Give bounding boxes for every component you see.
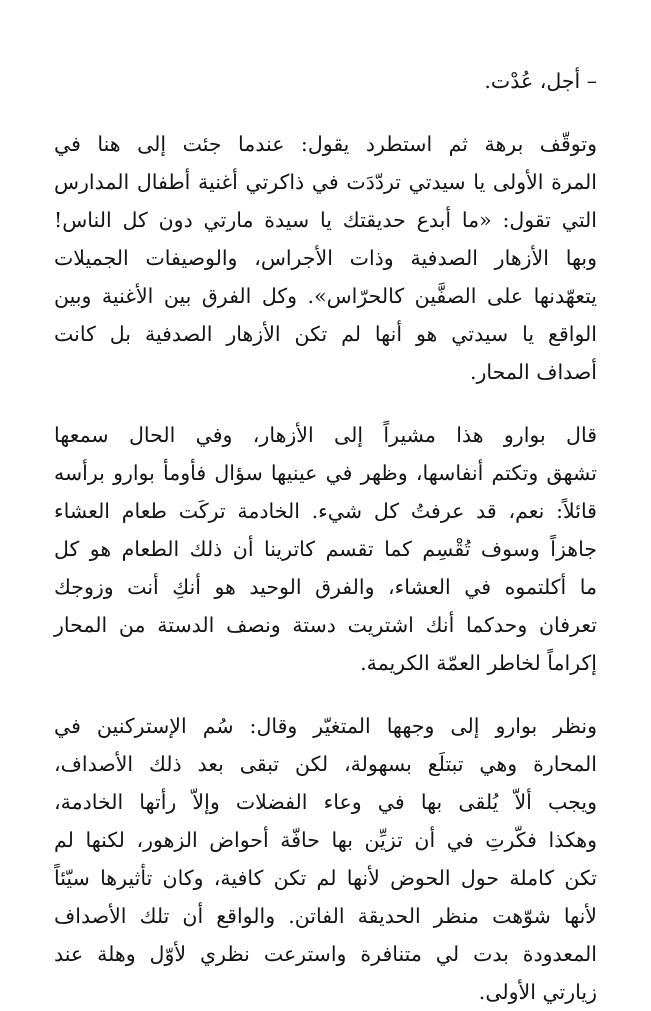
text-line: تكن كاملة حول الحوض لأنها لم تكن كافية، وكان تأثيرها سيّئاً — [54, 866, 597, 890]
text-line: جاهزاً وسوف تُقْسِم كما تقسم كاترينا أن ذلك الطعام هو كل — [54, 537, 597, 561]
text-line: المعدودة بدت لي متنافرة واسترعت نظري لأوّل وهلة عند — [54, 942, 597, 966]
text-line: المحارة وهي تبتلَع بسهولة، لكن تبقى بعد ذلك الأصداف، — [54, 752, 597, 776]
text-line: تشهق وتكتم أنفاسها، وظهر في عينيها سؤال فأومأ بوارو برأسه — [54, 461, 597, 485]
text-line: المرة الأولى يا سيدتي تردّدَت في ذاكرتي أغنية أطفال المدارس — [54, 170, 597, 194]
text-line: وتوقّف برهة ثم استطرد يقول: عندما جئت إلى هنا في — [54, 132, 597, 156]
paragraph-oyster-shells — [54, 707, 597, 1011]
text-line: الواقع يا سيدتي هو أنها لم تكن الأزهار الصدفية بل كانت — [54, 322, 597, 346]
paragraph-gap — [54, 391, 597, 416]
text-line: ما أكلتموه في العشاء، والفرق الوحيد هو أنكِ أنت وزوجك — [54, 575, 598, 599]
text-line: قال بوارو هذا مشيراً إلى الأزهار، وفي الحال سمعها — [54, 423, 597, 447]
text-line: تعرفان وحدكما أنك اشتريت دستة ونصف الدستة من المحار — [54, 613, 597, 637]
text-line: – أجل، عُدْت. — [484, 69, 597, 93]
text-line: وبها الأزهار الصدفية وذات الأجراس، والوصيفات الجميلات — [54, 246, 597, 270]
text-line: ويجب ألاّ يُلقى بها في وعاء الفضلات وإلاّ رأتها الخادمة، — [54, 790, 597, 814]
text-line: يتعهّدنها على الصفَّين كالحرّاس». وكل الفرق بين الأغنية وبين — [54, 284, 597, 308]
text-line: إكراماً لخاطر العمّة الكريمة. — [360, 651, 597, 675]
paragraph-gap — [54, 682, 597, 707]
text-line: ونظر بوارو إلى وجهها المتغيّر وقال: سُم الإستركنين في — [54, 714, 597, 738]
paragraph-dinner — [54, 416, 597, 682]
text-line: وهكذا فكّرتِ في أن تزيِّن بها حافّة أحواض الزهور، لكنها لم — [54, 828, 597, 852]
paragraph-dialogue-line — [54, 62, 597, 100]
paragraph-song — [54, 125, 597, 391]
text-line: قائلاً: نعم، قد عرفتُ كل شيء. الخادمة تركَت طعام العشاء — [54, 499, 597, 523]
text-line: لأنها شوّهت منظر الحديقة الفاتن. والواقع أن تلك الأصداف — [54, 904, 597, 928]
text-line: التي تقول: «ما أبدع حديقتك يا سيدة مارتي دون كل الناس! — [54, 208, 597, 232]
text-line: زيارتي الأولى. — [478, 980, 597, 1004]
paragraph-gap — [54, 100, 597, 125]
text-line: أصداف المحار. — [469, 360, 597, 384]
